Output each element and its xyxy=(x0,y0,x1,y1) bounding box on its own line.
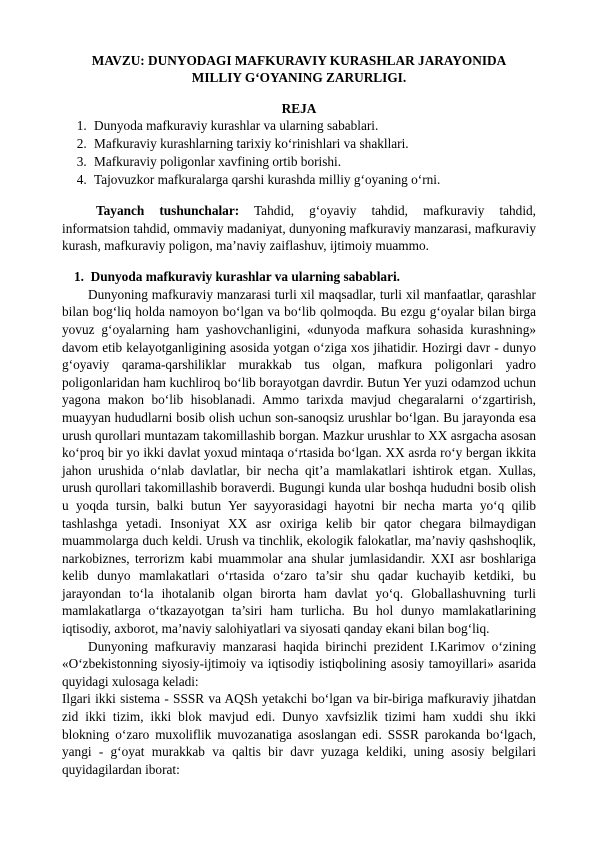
section-1-heading xyxy=(62,268,536,286)
plan-item: 4. Tajovuzkor mafkuralarga qarshi kurashda milliy g‘oyaning o‘rni. xyxy=(90,171,536,189)
section-1-number: 1. xyxy=(74,268,84,284)
section-1-paragraph-1: Dunyoning mafkuraviy manzarasi turli xil maqsadlar, turli xil manfaatlar, qarashlar bilan bog‘liq holda namoyon bo‘lgan va bo‘lib qolmoqda. Bu ezgu g‘oyalar bilan birga yovuz g‘oyalarning ham yashovchanligini, «dunyoda mafkura sohasida kurashning» davom etib kelayotganligining asosida yotgan o‘ziga xos jihatidir. Hozirgi davr - dunyo g‘oyaviy qarama-qarshiliklar murakkab tus olgan, mafkura poligonlari yadro poligonlaridan ham kuchliroq bo‘lib borayotgan davrdir. Butun Yer yuzi odamzod uchun yagona makon bo‘lib hisoblanadi. Ammo tarixda mavjud chegaralarni o‘zgartirish, muayyan hududlarni bosib olish uchun son-sanoqsiz urushlar bo‘lgan. Bu jarayonda esa urush qurollari muntazam takomillashib borgan. Mazkur urushlar to XX asrgacha asosan ko‘proq bir yo ikki davlat yoxud mintaqa o‘rtasida bo‘lgan. XX asrda ro‘y bergan ikkita jahon urushida o‘nlab davlatlar, bir necha qit’a mamlakatlari ishtirok etgan. Xullas, urush qurollari takomillashib boraverdi. Bugungi kunda ular boshqa hududni bosib olish u yoqda tursin, balki butun Yer sayyorasidagi hayotni bir necha marta yo‘q qilib tashlashga yetadi. Insoniyat XX asr oxiriga kelib bir qator chegara bilmaydigan muammolarga duch keldi. Urush va tinchlik, ekologik falokatlar, ma’naviy qashshoqlik, narkobiznes, terrorizm kabi muammolar ana shular jumlasidandir. XXI asr boshlariga kelib dunyo mamlakatlari o‘rtasida o‘zaro ta’sir shu qadar kuchayib ketdiki, bu jarayondan to‘la ihotalanib olgan birorta ham davlat yo‘q. Globallashuvning turli mamlakatlarga o‘tkazayotgan ta’siri ham turlicha. Bu hol dunyo mamlakatlarining iqtisodiy, axborot, ma’naviy salohiyatlari va siyosati qanday ekani bilan bog‘liq. xyxy=(62,286,536,637)
key-concepts-text: Tahdid, g‘oyaviy tahdid, mafkuraviy tahdid, informatsion tahdid, ommaviy madaniyat, dunyoning mafkuraviy manzarasi, mafkuraviy kurash, mafkuraviy poligon, ma’naviy zaiflashuv, ijtimoiy muammo. xyxy=(62,203,536,254)
plan-list xyxy=(62,117,536,189)
key-concepts-label: Tayanch tushunchalar: xyxy=(96,203,240,218)
section-1-paragraph-3: Ilgari ikki sistema - SSSR va AQSh yetakchi bo‘lgan va bir-biriga mafkuraviy jihatdan zid ikki tizim, ikki blok mavjud edi. Dunyo xavfsizlik tizimi ham xuddi shu ikki blokning o‘zaro muxoliflik muvozanatiga asoslangan edi. SSSR parokanda bo‘lgach, yangi - g‘oyat murakkab va qaltis bir davr yuzaga keldiki, uning asosiy belgilari quyidagilardan iborat: xyxy=(62,691,536,777)
document-page xyxy=(62,52,536,778)
section-1-title: Dunyoda mafkuraviy kurashlar va ularning sabablari. xyxy=(90,268,400,284)
document-title-line-1: MAVZU: DUNYODAGI MAFKURAVIY KURASHLAR JARAYONIDA xyxy=(91,53,507,68)
plan-item: 1. Dunyoda mafkuraviy kurashlar va ularning sabablari. xyxy=(90,117,536,135)
document-title-line-2: MILLIY G‘OYANING ZARURLIGI. xyxy=(191,70,407,85)
section-1-paragraph-2: Dunyoning mafkuraviy manzarasi haqida birinchi prezident I.Karimov o‘zining «O‘zbekistonning siyosiy-ijtimoiy va iqtisodiy istiqbolining asosiy tamoyillari» asarida quyidagi xulosaga keladi: xyxy=(62,638,536,689)
key-concepts-paragraph xyxy=(62,202,536,255)
plan-item: 3. Mafkuraviy poligonlar xavfining ortib borishi. xyxy=(90,153,536,171)
plan-item: 2. Mafkuraviy kurashlarning tarixiy ko‘rinishlari va shakllari. xyxy=(90,135,536,153)
plan-heading: REJA xyxy=(281,101,317,116)
